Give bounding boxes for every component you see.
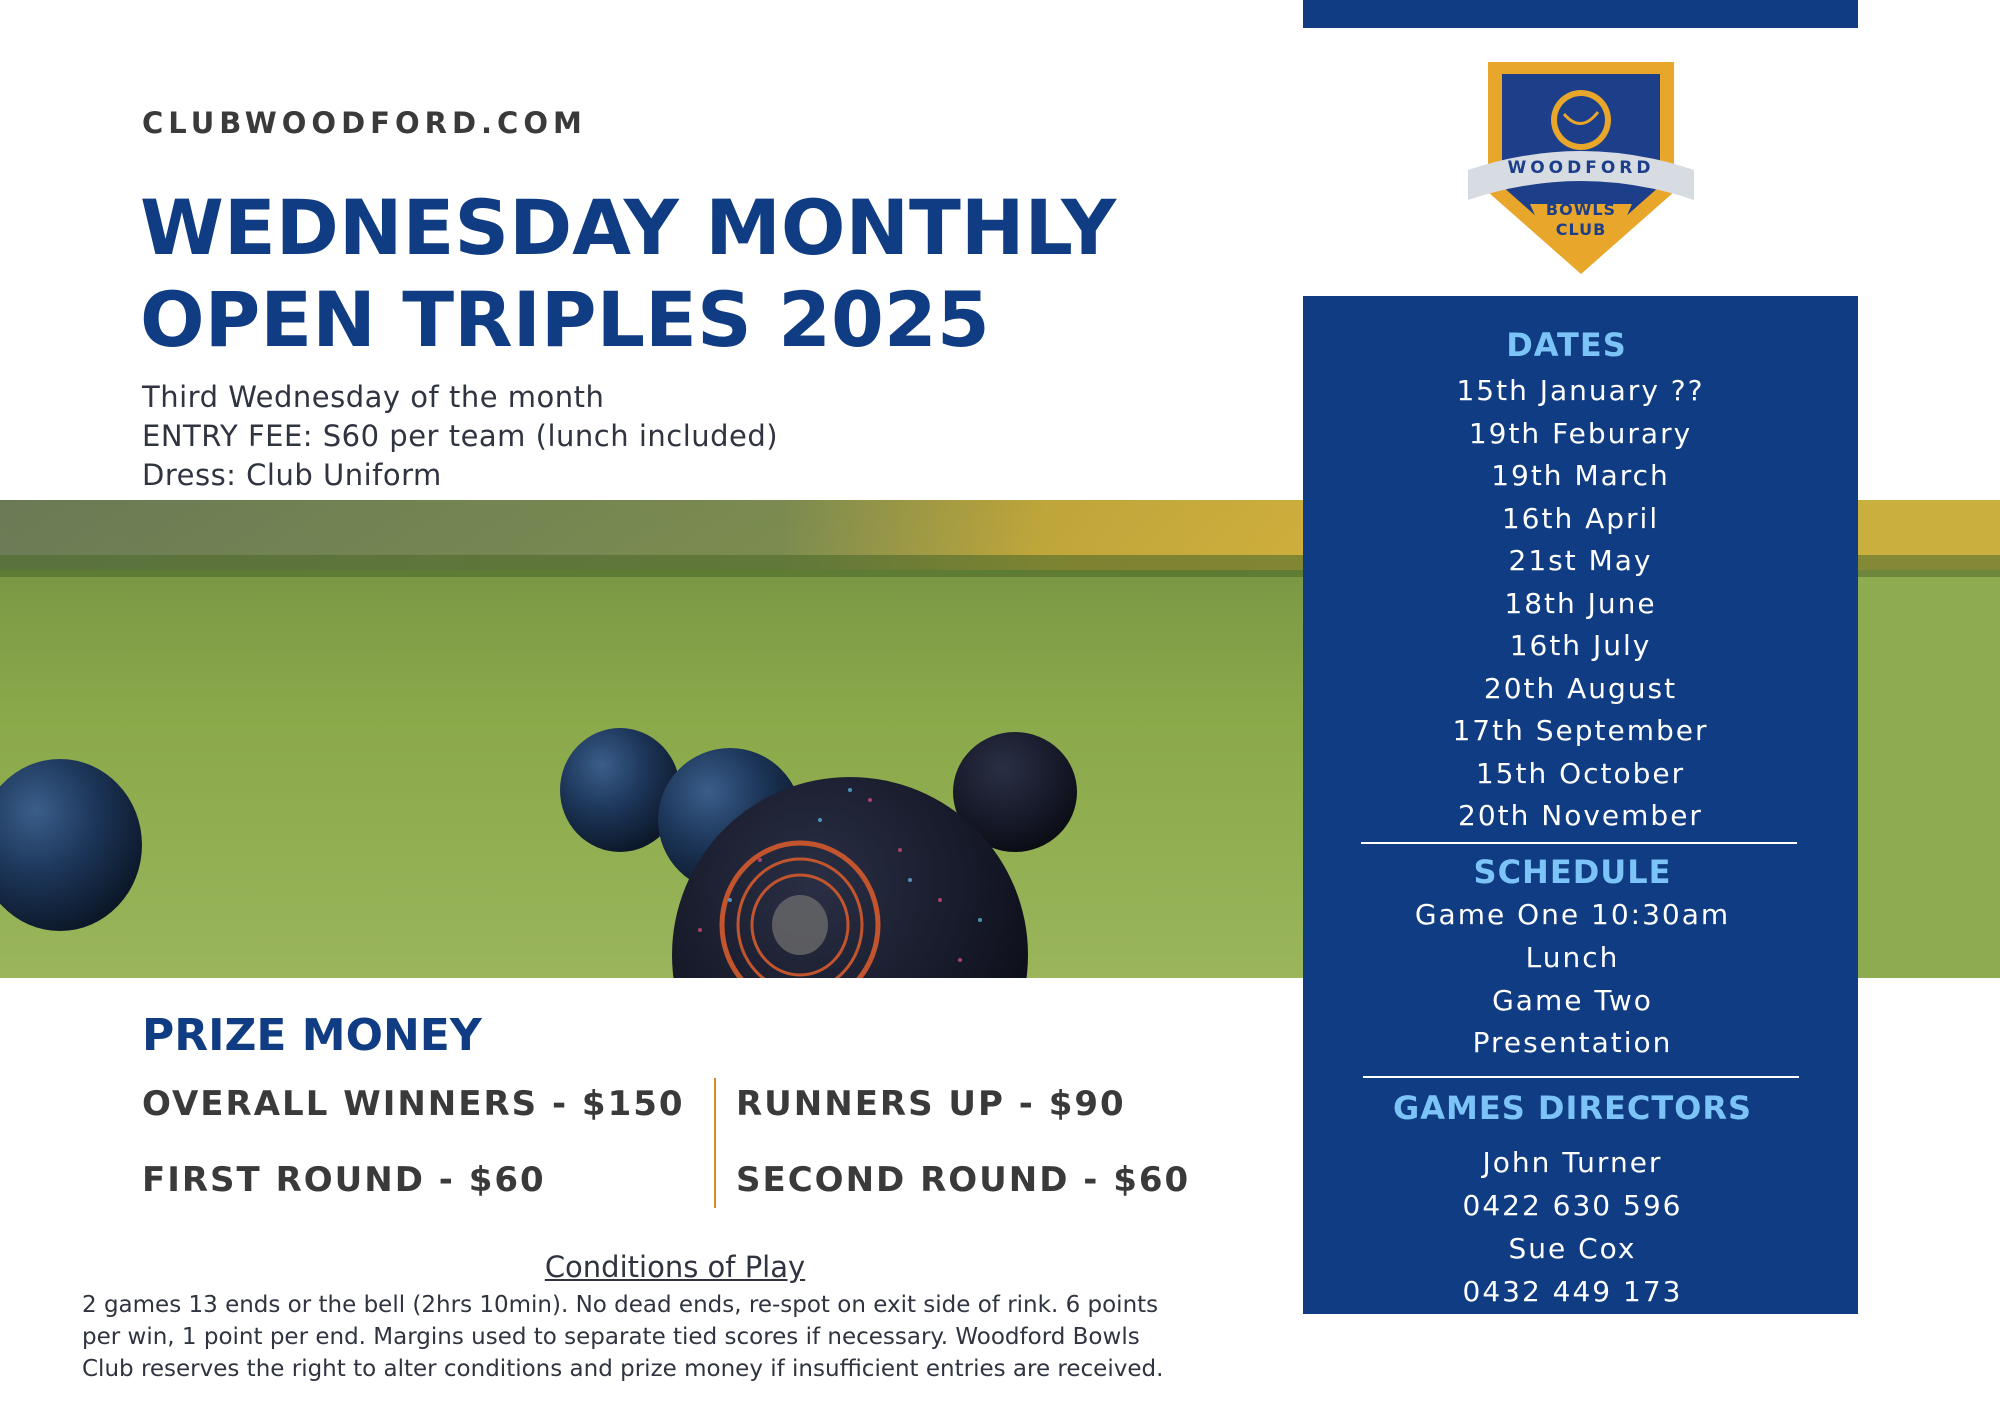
schedule-item: Game One 10:30am [1414,898,1731,931]
games-directors-heading: GAMES DIRECTORS [1392,1089,1753,1127]
prize-overall-winners: OVERALL WINNERS - $150 [142,1084,685,1124]
page-title [140,182,1116,366]
site-url: CLUBWOODFORD.COM [142,106,587,140]
date-item: 16th July [1509,629,1652,662]
schedule-item: Game Two [1492,984,1653,1017]
lawn-bowls-photo [0,500,1304,978]
top-accent-bar [1303,0,1858,28]
prize-first-round: FIRST ROUND - $60 [142,1160,546,1200]
info-schedule: Third Wednesday of the month [142,380,605,414]
date-item: 20th August [1483,672,1678,705]
date-item: 21st May [1508,544,1653,577]
date-item: 15th October [1475,757,1686,790]
date-item: 19th Feburary [1468,417,1693,450]
club-logo [1468,42,1694,282]
date-item: 20th November [1458,799,1703,832]
event-info [142,378,778,495]
director-name: Sue Cox [1508,1232,1637,1265]
conditions-line: Club reserves the right to alter conditions and prize money if insufficient entries are received. [82,1356,1164,1382]
logo-text-club: CLUB [1555,220,1607,239]
conditions-title: Conditions of Play [544,1250,806,1284]
title-line-1: WEDNESDAY MONTHLY [140,183,1117,272]
date-item: 16th April [1501,502,1660,535]
prize-money-heading: PRIZE MONEY [142,1010,482,1061]
dates-heading: DATES [1506,326,1627,364]
lawn-photo-edge [1856,500,2000,978]
info-panel [1303,296,1858,1314]
title-line-2: OPEN TRIPLES 2025 [140,275,990,364]
prize-runners-up: RUNNERS UP - $90 [736,1084,1126,1124]
director-phone: 0422 630 596 [1462,1189,1683,1222]
info-dress: Dress: Club Uniform [142,458,442,492]
prize-second-round: SECOND ROUND - $60 [736,1160,1191,1200]
logo-text-woodford: WOODFORD [1507,158,1655,178]
director-name: John Turner [1482,1146,1663,1179]
conditions-line: 2 games 13 ends or the bell (2hrs 10min). No dead ends, re-spot on exit side of rink. 6 points [82,1292,1159,1318]
date-item: 15th January ?? [1456,374,1705,407]
date-item: 18th June [1504,587,1657,620]
section-divider [1361,842,1797,844]
schedule-item: Lunch [1525,941,1620,974]
prize-divider [714,1078,716,1208]
section-divider [1363,1076,1799,1078]
schedule-item: Presentation [1472,1026,1673,1059]
director-phone: 0432 449 173 [1462,1275,1683,1308]
date-item: 17th September [1452,714,1709,747]
conditions-line: per win, 1 point per end. Margins used to separate tied scores if necessary. Woodford Bowls [82,1324,1140,1350]
info-entry-fee: ENTRY FEE: S60 per team (lunch included) [142,419,779,453]
conditions-text [82,1289,1242,1385]
logo-text-bowls: BOWLS [1545,200,1617,219]
schedule-heading: SCHEDULE [1473,853,1672,891]
date-item: 19th March [1491,459,1670,492]
